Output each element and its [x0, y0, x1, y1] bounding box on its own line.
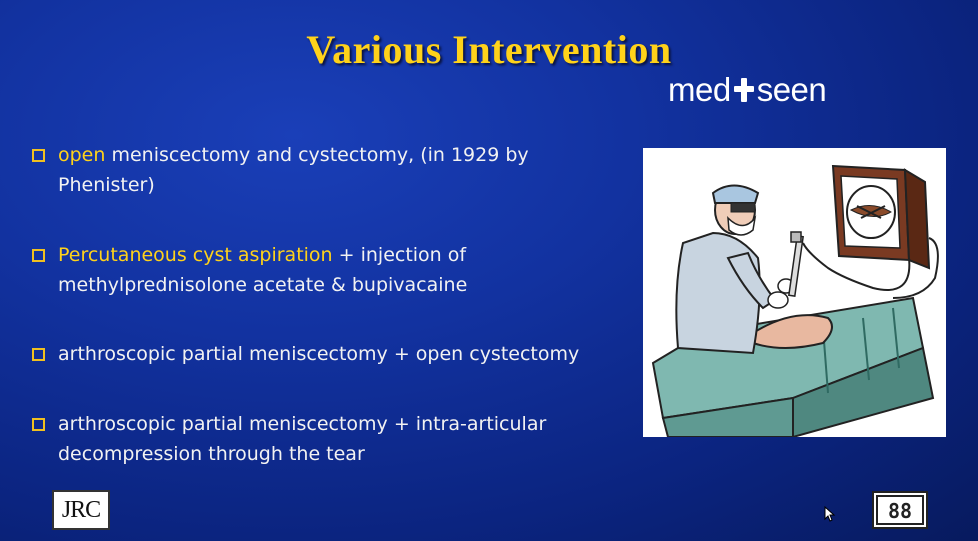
bullet-item — [32, 339, 612, 369]
jrc-logo: JRC — [52, 490, 110, 530]
medseen-logo: med seen — [668, 71, 827, 108]
bullet-text — [58, 339, 579, 369]
square-bullet-icon — [32, 149, 45, 162]
bullet-rest: arthroscopic partial meniscectomy + intra-articular decompression through the tear — [58, 413, 547, 465]
bullet-text — [58, 409, 612, 469]
plus-icon — [733, 76, 755, 104]
slide-title: Various Intervention — [306, 27, 672, 72]
bullet-item — [32, 140, 612, 200]
arthroscopy-illustration — [643, 148, 946, 437]
bullet-highlight: Percutaneous cyst aspiration — [58, 244, 333, 266]
bullet-text — [58, 240, 612, 300]
bullet-highlight: open — [58, 144, 106, 166]
monitor-icon — [833, 166, 929, 268]
bullet-item — [32, 409, 612, 469]
bullet-rest: + injection of methylprednisolone acetate & bupivacaine — [58, 244, 468, 296]
bullet-text — [58, 140, 612, 200]
bullet-rest: meniscectomy and cystectomy, (in 1929 by Phenister) — [58, 144, 529, 196]
square-bullet-icon — [32, 348, 45, 361]
square-bullet-icon — [32, 418, 45, 431]
bullet-rest: arthroscopic partial meniscectomy + open cystectomy — [58, 343, 580, 365]
bullet-item — [32, 240, 612, 300]
emblem-logo — [872, 491, 928, 529]
square-bullet-icon — [32, 249, 45, 262]
svg-text:88: 88 — [887, 499, 913, 523]
mouse-cursor-icon — [824, 506, 836, 522]
